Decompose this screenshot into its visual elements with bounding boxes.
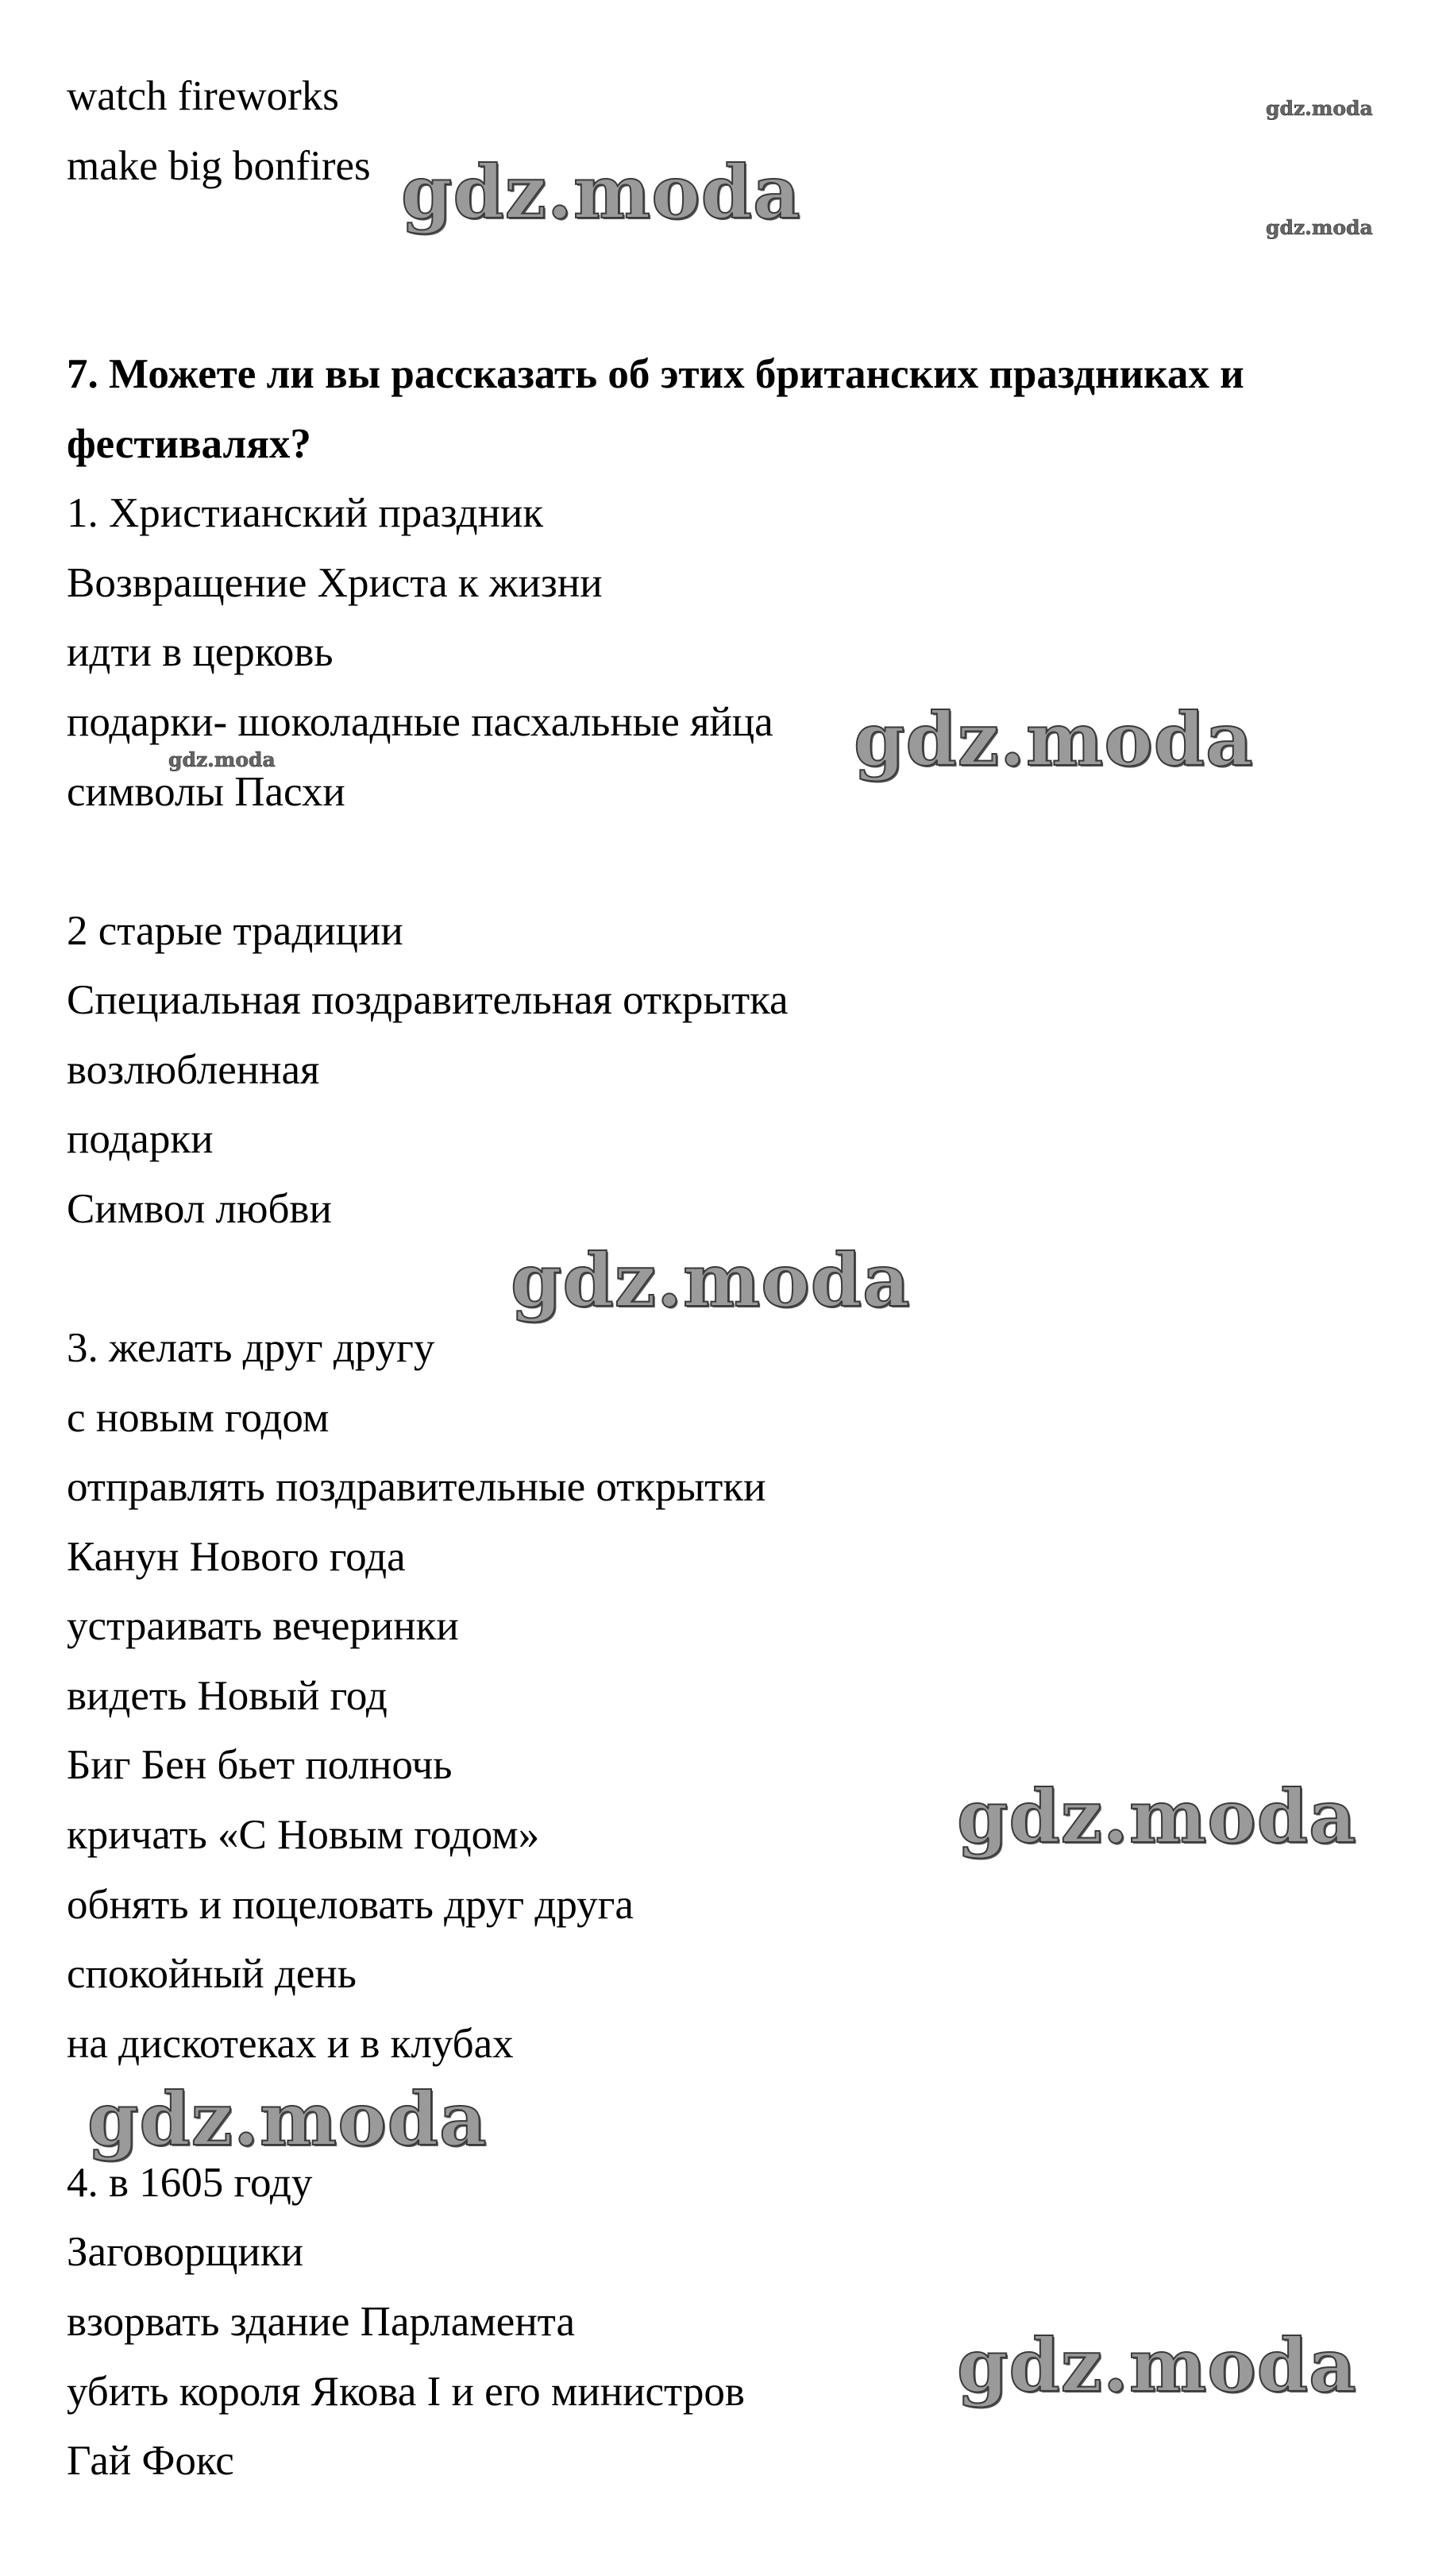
exercise-heading: 7. Можете ли вы рассказать об этих британских праздниках и [67,351,1244,397]
text-line: спокойный день [67,1951,357,1997]
text-line: 1. Христианский праздник [67,490,544,536]
text-line: Биг Бен бьет полночь [67,1742,453,1788]
exercise-heading: фестивалях? [67,421,311,467]
text-line: подарки- шоколадные пасхальные яйца [67,699,773,745]
text-line: кричать «С Новым годом» [67,1812,540,1858]
text-line: make big bonfires [67,143,371,189]
text-line: подарки [67,1116,214,1162]
watermark-logo: gdz.moda [87,2076,488,2162]
text-line: Специальная поздравительная открытка [67,977,789,1023]
watermark-logo: gdz.moda [401,149,801,235]
text-line: Канун Нового года [67,1534,406,1580]
text-line: на дискотеках и в клубах [67,2021,514,2067]
watermark-logo: gdz.moda [511,1238,911,1323]
text-line: с новым годом [67,1395,330,1441]
text-line: 4. в 1605 году [67,2160,313,2206]
text-line: символы Пасхи [67,769,345,815]
watermark-logo: gdz.moda [168,748,276,771]
text-line: watch fireworks [67,73,339,119]
text-line: Гай Фокс [67,2438,234,2484]
text-line: взорвать здание Парламента [67,2299,576,2345]
text-line: устраивать вечеринки [67,1603,459,1649]
text-line: отправлять поздравительные открытки [67,1464,766,1510]
text-line: видеть Новый год [67,1673,388,1719]
watermark-logo: gdz.moda [1266,216,1373,239]
watermark-logo: gdz.moda [957,1774,1357,1860]
text-line: 3. желать друг другу [67,1325,435,1371]
text-line: возлюбленная [67,1047,320,1093]
watermark-logo: gdz.moda [854,697,1254,782]
watermark-logo: gdz.moda [957,2323,1357,2408]
text-line: идти в церковь [67,629,334,675]
text-line: Заговорщики [67,2229,303,2275]
text-line: обнять и поцеловать друг друга [67,1882,634,1928]
text-line: 2 старые традиции [67,908,403,954]
text-line: убить короля Якова I и его министров [67,2369,745,2415]
text-line: Возвращение Христа к жизни [67,560,603,606]
text-line: Символ любви [67,1186,332,1232]
watermark-logo: gdz.moda [1266,97,1373,120]
